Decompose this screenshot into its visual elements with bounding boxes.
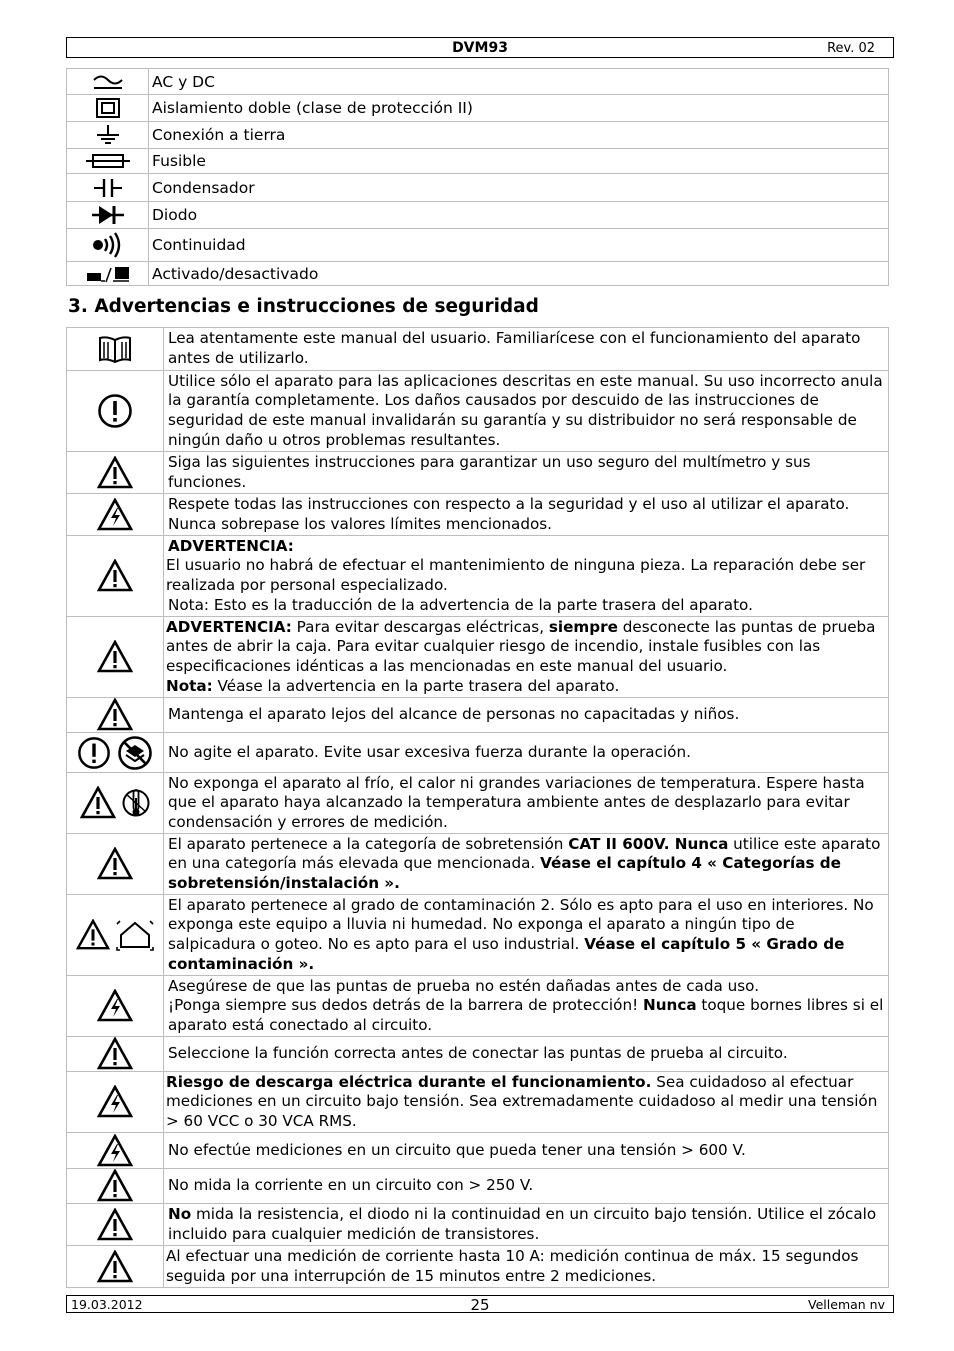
text-part: El aparato pertenece a la categoría de sobretensión — [168, 834, 569, 853]
text-part: mida la resistencia, el diodo ni la continuidad en un circuito bajo tensión. Utilice el zócalo incluido para cualquier medición de transistores. — [168, 1204, 877, 1243]
double-insulation-icon — [95, 97, 121, 119]
no-shake-icon — [117, 735, 153, 771]
safety-text-2 — [168, 996, 885, 1035]
safety-text: El usuario no habrá de efectuar el mantenimiento de ninguna pieza. La reparación debe ser realizada por personal especializado. — [166, 556, 866, 594]
safety-text: Lea atentamente este manual del usuario. Familiarícese con el funcionamiento del aparato antes de utilizarlo. — [164, 328, 889, 371]
warning-label: ADVERTENCIA: — [166, 617, 292, 636]
symbol-label: Conexión a tierra — [149, 122, 889, 149]
safety-note: Nota: Esto es la traducción de la advertencia de la parte trasera del aparato. — [168, 595, 753, 614]
safety-text — [164, 834, 889, 895]
text-part: toque bornes libres si el aparato está conectado al circuito. — [168, 996, 884, 1034]
exclamation-circle-icon — [77, 736, 111, 770]
emphasis: Nunca — [643, 996, 697, 1015]
safety-row — [67, 1133, 889, 1169]
symbol-label: Condensador — [149, 174, 889, 202]
thermometer-icon — [122, 784, 150, 822]
safety-row — [67, 1072, 889, 1133]
page-number: 25 — [470, 1296, 490, 1314]
warning-icon — [97, 1208, 133, 1242]
safety-text — [164, 895, 889, 976]
on-off-icon — [85, 265, 131, 283]
capacitor-icon — [93, 177, 123, 199]
symbol-label: Diodo — [149, 202, 889, 229]
revision-label: Rev. 02 — [827, 41, 875, 56]
safety-text — [164, 1072, 889, 1133]
safety-row — [67, 1246, 889, 1288]
manual-icon — [97, 334, 133, 364]
safety-row — [67, 617, 889, 698]
symbol-row — [67, 229, 889, 262]
safety-text: Seleccione la función correcta antes de conectar las puntas de prueba al circuito. — [164, 1037, 889, 1072]
symbol-label: Continuidad — [149, 229, 889, 262]
continuity-icon — [91, 231, 125, 259]
warning-icon — [80, 786, 116, 820]
warning-icon — [97, 1037, 133, 1071]
safety-text: Mantenga el aparato lejos del alcance de personas no capacitadas y niños. — [164, 698, 889, 733]
safety-row — [67, 371, 889, 452]
safety-row — [67, 834, 889, 895]
text-part: Véase la advertencia en la parte trasera del aparato. — [212, 676, 620, 695]
shock-warning-icon — [97, 989, 133, 1023]
note-label: Nota: — [166, 676, 213, 695]
warning-icon — [97, 640, 133, 674]
safety-row — [67, 494, 889, 536]
symbol-label: Aislamiento doble (clase de protección II) — [149, 95, 889, 122]
ground-icon — [95, 124, 121, 146]
symbol-label: Activado/desactivado — [149, 262, 889, 286]
safety-row — [67, 976, 889, 1037]
page-footer — [66, 1295, 894, 1313]
document-title: DVM93 — [452, 40, 508, 56]
footer-company: Velleman nv — [808, 1297, 885, 1312]
footer-date: 19.03.2012 — [71, 1297, 143, 1312]
safety-row — [67, 698, 889, 733]
safety-note — [166, 677, 885, 697]
safety-row — [67, 452, 889, 494]
safety-text: Respete todas las instrucciones con respecto a la seguridad y el uso al utilizar el aparato. Nunca sobrepase los valores límites mencionados. — [164, 494, 889, 536]
symbol-row — [67, 149, 889, 174]
shock-warning-icon — [97, 1085, 133, 1119]
warning-icon — [76, 919, 110, 951]
warning-label: ADVERTENCIA: — [168, 536, 294, 555]
symbol-row — [67, 69, 889, 95]
ac-dc-icon — [91, 71, 125, 93]
safety-row — [67, 1037, 889, 1072]
text-part: Sea cuidadoso al efectuar mediciones en un circuito bajo tensión. Sea extremadamente cuidadoso al medir una tensión > 60 VCC o 30 VCA RMS. — [166, 1072, 878, 1130]
text-part: ¡Ponga siempre sus dedos detrás de la barrera de protección! — [168, 996, 643, 1015]
symbol-label: AC y DC — [149, 69, 889, 95]
text-part: desconecte las puntas de prueba antes de abrir la caja. Para evitar cualquier riesgo de incendio, instale fusibles con las especificaciones idénticas a las mencionadas en este manual del usuario. — [166, 617, 876, 675]
text-part: utilice este aparato en una categoría más elevada que mencionada. — [168, 834, 881, 873]
safety-row — [67, 895, 889, 976]
chapter-reference: Véase el capítulo 4 « Categorías de sobretensión/instalación ». — [168, 854, 841, 892]
indoor-use-icon — [116, 919, 154, 951]
diode-icon — [91, 204, 125, 226]
warning-icon — [97, 847, 133, 881]
symbol-label: Fusible — [149, 149, 889, 174]
warning-icon — [97, 559, 133, 593]
section-heading: 3. Advertencias e instrucciones de seguridad — [68, 296, 539, 317]
symbols-table — [66, 68, 889, 286]
warning-icon — [97, 698, 133, 732]
emphasis: CAT II 600V. Nunca — [568, 834, 729, 853]
safety-row — [67, 1169, 889, 1204]
text-part: Para evitar descargas eléctricas, — [291, 617, 549, 636]
safety-text: No exponga el aparato al frío, el calor ni grandes variaciones de temperatura. Espere hasta que el aparato haya alcanzado la temperatura ambiente antes de desplazarlo para evitar condensación y errores de medición. — [164, 773, 889, 834]
safety-text: No mida la corriente en un circuito con > 250 V. — [164, 1169, 889, 1204]
warning-icon — [97, 1169, 133, 1203]
shock-warning-icon — [97, 1134, 133, 1168]
warning-icon — [97, 456, 133, 490]
safety-row — [67, 536, 889, 617]
safety-text: Utilice sólo el aparato para las aplicaciones descritas en este manual. Su uso incorrecto anula la garantía completamente. Los daños causados por descuido de las instrucciones de seguridad de este manual invalidarán su garantía y su distribuidor no será responsable de ningún daño u otros problemas resultantes. — [164, 371, 889, 452]
safety-text — [164, 1204, 889, 1246]
safety-table — [66, 327, 889, 1288]
safety-text: No agite el aparato. Evite usar excesiva fuerza durante la operación. — [164, 733, 889, 773]
safety-row — [67, 328, 889, 371]
symbol-row — [67, 202, 889, 229]
symbol-row — [67, 262, 889, 286]
emphasis: No — [168, 1204, 192, 1223]
page-header — [66, 37, 894, 58]
safety-text: Asegúrese de que las puntas de prueba no estén dañadas antes de cada uso. — [168, 976, 760, 995]
shock-warning-icon — [97, 498, 133, 532]
emphasis: Riesgo de descarga eléctrica durante el funcionamiento. — [166, 1072, 652, 1091]
safety-row — [67, 1204, 889, 1246]
safety-text: Siga las siguientes instrucciones para garantizar un uso seguro del multímetro y sus funciones. — [164, 452, 889, 494]
symbol-row — [67, 174, 889, 202]
safety-text: Al efectuar una medición de corriente hasta 10 A: medición continua de máx. 15 segundos seguida por una interrupción de 15 minutos entre 2 mediciones. — [164, 1246, 889, 1288]
safety-text: No efectúe mediciones en un circuito que pueda tener una tensión > 600 V. — [164, 1133, 889, 1169]
text-part: El aparato pertenece al grado de contaminación 2. Sólo es apto para el uso en interiores. No exponga este equipo a lluvia ni humedad. No exponga el aparato a ningún tipo de salpicadura o goteo. No es apto para el uso industrial. — [168, 895, 874, 953]
warning-icon — [97, 1250, 133, 1284]
exclamation-circle-icon — [97, 393, 133, 429]
chapter-reference: Véase el capítulo 5 « Grado de contaminación ». — [168, 935, 845, 973]
fuse-icon — [85, 153, 131, 169]
safety-row — [67, 733, 889, 773]
safety-text — [166, 618, 885, 677]
symbol-row — [67, 122, 889, 149]
safety-row — [67, 773, 889, 834]
emphasis: siempre — [548, 617, 618, 636]
symbol-row — [67, 95, 889, 122]
